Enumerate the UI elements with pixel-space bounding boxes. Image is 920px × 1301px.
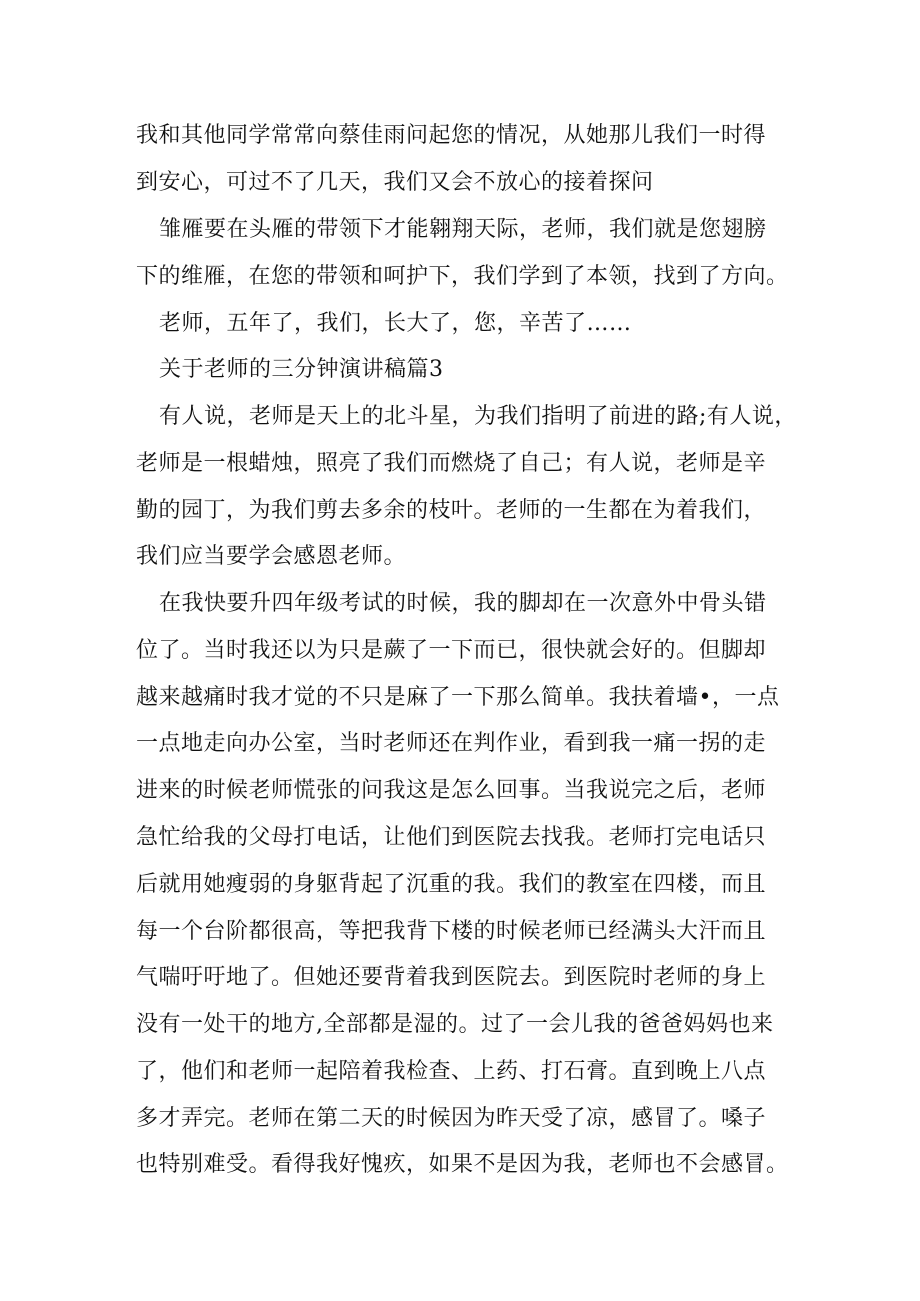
paragraph-line: 进来的时候老师慌张的问我这是怎么回事。当我说完之后，老师 bbox=[136, 778, 767, 803]
paragraph-line: 位了。当时我还以为只是蕨了一下而已，很快就会好的。但脚却 bbox=[136, 638, 767, 663]
paragraph-line: 勤的园丁，为我们剪去多余的枝叶。老师的一生都在为着我们， bbox=[136, 498, 767, 523]
paragraph-line: 我们应当要学会感恩老师。 bbox=[136, 544, 407, 569]
paragraph-line: 了，他们和老师一起陪着我检查、上药、打石膏。直到晚上八点 bbox=[136, 1059, 767, 1084]
paragraph-line: 没有一处干的地方,全部都是湿的。过了一会儿我的爸爸妈妈也来 bbox=[136, 1012, 774, 1037]
paragraph-line: 老师是一根蜡烛，照亮了我们而燃烧了自己；有人说，老师是辛 bbox=[136, 451, 767, 476]
paragraph-line: 也特别难受。看得我好愧疚，如果不是因为我，老师也不会感冒。 bbox=[136, 1152, 789, 1177]
paragraph-line: 后就用她瘦弱的身躯背起了沉重的我。我们的教室在四楼，而且 bbox=[136, 872, 767, 897]
paragraph-line: 气喘吁吁地了。但她还要背着我到医院去。到医院时老师的身上 bbox=[136, 965, 767, 990]
paragraph-line: 我和其他同学常常向蔡佳雨问起您的情况，从她那儿我们一时得 bbox=[136, 123, 767, 148]
paragraph-line: 雏雁要在头雁的带领下才能翱翔天际，老师，我们就是您翅膀 bbox=[159, 217, 767, 242]
paragraph-line: 下的维雁，在您的带领和呵护下，我们学到了本领，找到了方向。 bbox=[136, 264, 789, 289]
paragraph-line: 老师，五年了，我们，长大了，您，辛苦了…… bbox=[159, 311, 632, 336]
paragraph-line: 在我快要升四年级考试的时候，我的脚却在一次意外中骨头错 bbox=[159, 591, 767, 616]
paragraph-line: 到安心，可过不了几天，我们又会不放心的接着探问 bbox=[136, 170, 654, 195]
section-heading: 关于老师的三分钟演讲稿篇3 bbox=[159, 357, 444, 382]
paragraph-line: 每一个台阶都很高，等把我背下楼的时候老师已经满头大汗而且 bbox=[136, 919, 767, 944]
paragraph-line: 一点地走向办公室，当时老师还在判作业，看到我一痛一拐的走 bbox=[136, 731, 767, 756]
paragraph-line: 越来越痛时我才觉的不只是麻了一下那么简单。我扶着墙•，一点 bbox=[136, 685, 780, 710]
paragraph-line: 有人说，老师是天上的北斗星，为我们指明了前进的路;有人说， bbox=[159, 404, 797, 429]
paragraph-line: 急忙给我的父母打电话，让他们到医院去找我。老师打完电话只 bbox=[136, 825, 767, 850]
paragraph-line: 多才弄完。老师在第二天的时候因为昨天受了凉，感冒了。嗓子 bbox=[136, 1106, 767, 1131]
